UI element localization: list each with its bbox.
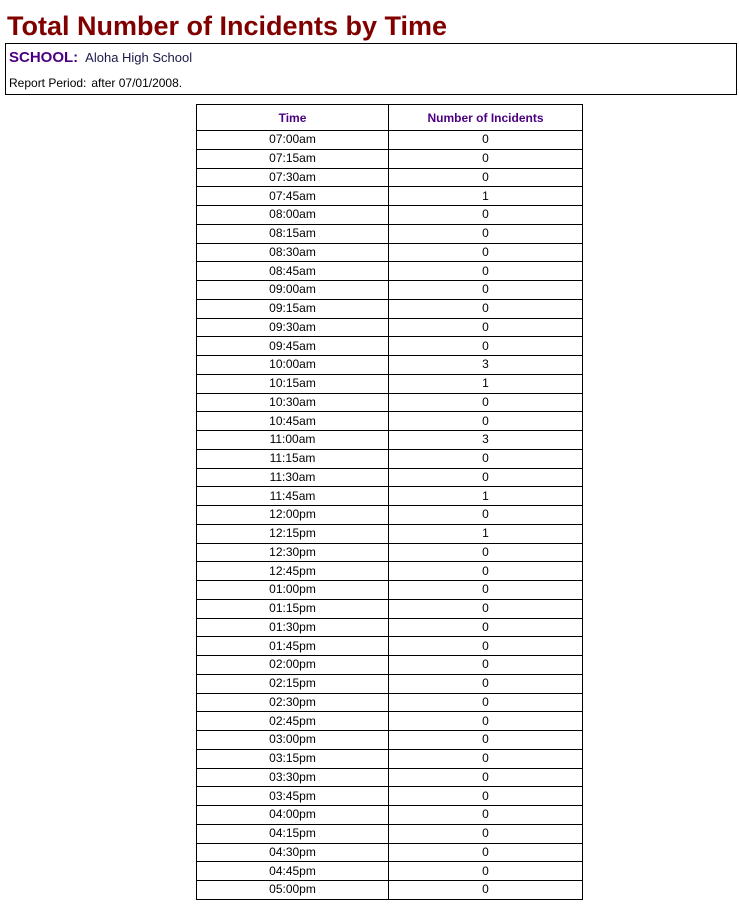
table-row (197, 599, 583, 618)
time-cell: 07:30am (197, 168, 389, 187)
incident-count-cell: 0 (389, 581, 583, 600)
incident-count-cell: 0 (389, 787, 583, 806)
table-row (197, 168, 583, 187)
report-period-value: after 07/01/2008. (91, 76, 183, 90)
time-cell: 07:45am (197, 187, 389, 206)
incident-count-cell: 0 (389, 149, 583, 168)
incident-count-cell: 0 (389, 749, 583, 768)
table-row (197, 731, 583, 750)
time-cell: 08:15am (197, 224, 389, 243)
incident-count-cell: 0 (389, 731, 583, 750)
table-row (197, 843, 583, 862)
school-line (9, 49, 192, 67)
incident-count-cell: 1 (389, 187, 583, 206)
time-cell: 02:45pm (197, 712, 389, 731)
time-cell: 07:15am (197, 149, 389, 168)
time-cell: 04:00pm (197, 806, 389, 825)
table-header-row (197, 105, 583, 131)
incident-count-cell: 0 (389, 674, 583, 693)
incident-count-cell: 1 (389, 374, 583, 393)
time-cell: 11:15am (197, 449, 389, 468)
table-row (197, 468, 583, 487)
table-row (197, 337, 583, 356)
time-cell: 11:00am (197, 431, 389, 450)
table-row (197, 299, 583, 318)
incident-count-cell: 0 (389, 599, 583, 618)
time-column-header: Time (197, 105, 389, 131)
incidents-column-header: Number of Incidents (389, 105, 583, 131)
incident-count-cell: 0 (389, 843, 583, 862)
table-row (197, 449, 583, 468)
incident-count-cell: 0 (389, 506, 583, 525)
time-cell: 11:30am (197, 468, 389, 487)
report-info-box (5, 43, 737, 95)
time-cell: 09:00am (197, 281, 389, 300)
time-cell: 08:00am (197, 206, 389, 225)
incident-count-cell: 1 (389, 487, 583, 506)
table-row (197, 487, 583, 506)
table-row (197, 749, 583, 768)
table-row (197, 712, 583, 731)
time-cell: 04:15pm (197, 824, 389, 843)
time-cell: 09:30am (197, 318, 389, 337)
incident-count-cell: 0 (389, 806, 583, 825)
time-cell: 09:15am (197, 299, 389, 318)
time-cell: 08:30am (197, 243, 389, 262)
time-cell: 03:15pm (197, 749, 389, 768)
school-name: Aloha High School (85, 50, 193, 65)
table-row (197, 131, 583, 150)
time-cell: 01:00pm (197, 581, 389, 600)
report-period-line (9, 76, 182, 90)
table-row (197, 581, 583, 600)
table-row (197, 393, 583, 412)
table-row (197, 281, 583, 300)
incident-count-cell: 0 (389, 281, 583, 300)
incident-count-cell: 0 (389, 393, 583, 412)
table-row (197, 524, 583, 543)
incident-count-cell: 0 (389, 412, 583, 431)
incident-count-cell: 0 (389, 206, 583, 225)
incident-count-cell: 0 (389, 131, 583, 150)
time-cell: 01:15pm (197, 599, 389, 618)
incident-count-cell: 0 (389, 224, 583, 243)
incident-count-cell: 0 (389, 712, 583, 731)
incident-count-cell: 0 (389, 299, 583, 318)
report-period-label: Report Period: (9, 76, 87, 90)
incident-count-cell: 0 (389, 243, 583, 262)
incident-count-cell: 0 (389, 656, 583, 675)
incident-count-cell: 3 (389, 356, 583, 375)
time-cell: 02:00pm (197, 656, 389, 675)
incident-count-cell: 0 (389, 881, 583, 900)
time-cell: 08:45am (197, 262, 389, 281)
time-cell: 12:30pm (197, 543, 389, 562)
table-row (197, 356, 583, 375)
incident-count-cell: 0 (389, 337, 583, 356)
incident-count-cell: 3 (389, 431, 583, 450)
table-row (197, 412, 583, 431)
incident-count-cell: 0 (389, 262, 583, 281)
time-cell: 03:30pm (197, 768, 389, 787)
incident-count-cell: 0 (389, 562, 583, 581)
time-cell: 12:45pm (197, 562, 389, 581)
table-row (197, 187, 583, 206)
report-title: Total Number of Incidents by Time (7, 11, 448, 41)
table-row (197, 768, 583, 787)
time-cell: 09:45am (197, 337, 389, 356)
incident-count-cell: 0 (389, 768, 583, 787)
incident-count-cell: 1 (389, 524, 583, 543)
time-cell: 05:00pm (197, 881, 389, 900)
table-row (197, 674, 583, 693)
table-row (197, 806, 583, 825)
table-row (197, 224, 583, 243)
incident-count-cell: 0 (389, 449, 583, 468)
incident-count-cell: 0 (389, 862, 583, 881)
incident-count-cell: 0 (389, 318, 583, 337)
time-cell: 03:00pm (197, 731, 389, 750)
incident-count-cell: 0 (389, 618, 583, 637)
time-cell: 11:45am (197, 487, 389, 506)
table-row (197, 243, 583, 262)
time-cell: 10:00am (197, 356, 389, 375)
time-cell: 02:15pm (197, 674, 389, 693)
time-cell: 01:45pm (197, 637, 389, 656)
time-cell: 04:45pm (197, 862, 389, 881)
table-row (197, 656, 583, 675)
table-row (197, 543, 583, 562)
time-cell: 12:00pm (197, 506, 389, 525)
table-row (197, 374, 583, 393)
table-row (197, 562, 583, 581)
table-row (197, 506, 583, 525)
time-cell: 12:15pm (197, 524, 389, 543)
table-body (197, 131, 583, 900)
table-row (197, 787, 583, 806)
time-cell: 01:30pm (197, 618, 389, 637)
incidents-table (196, 104, 583, 900)
time-cell: 04:30pm (197, 843, 389, 862)
school-label: SCHOOL: (9, 49, 79, 66)
incident-count-cell: 0 (389, 824, 583, 843)
table-row (197, 431, 583, 450)
table-row (197, 862, 583, 881)
incident-count-cell: 0 (389, 693, 583, 712)
time-cell: 02:30pm (197, 693, 389, 712)
time-cell: 10:15am (197, 374, 389, 393)
time-cell: 10:45am (197, 412, 389, 431)
incident-count-cell: 0 (389, 637, 583, 656)
incident-count-cell: 0 (389, 168, 583, 187)
table-row (197, 318, 583, 337)
time-cell: 10:30am (197, 393, 389, 412)
table-row (197, 262, 583, 281)
table-row (197, 206, 583, 225)
table-row (197, 149, 583, 168)
incident-count-cell: 0 (389, 468, 583, 487)
table-row (197, 618, 583, 637)
table-row (197, 881, 583, 900)
time-cell: 07:00am (197, 131, 389, 150)
incident-count-cell: 0 (389, 543, 583, 562)
table-row (197, 693, 583, 712)
time-cell: 03:45pm (197, 787, 389, 806)
table-row (197, 637, 583, 656)
table-row (197, 824, 583, 843)
